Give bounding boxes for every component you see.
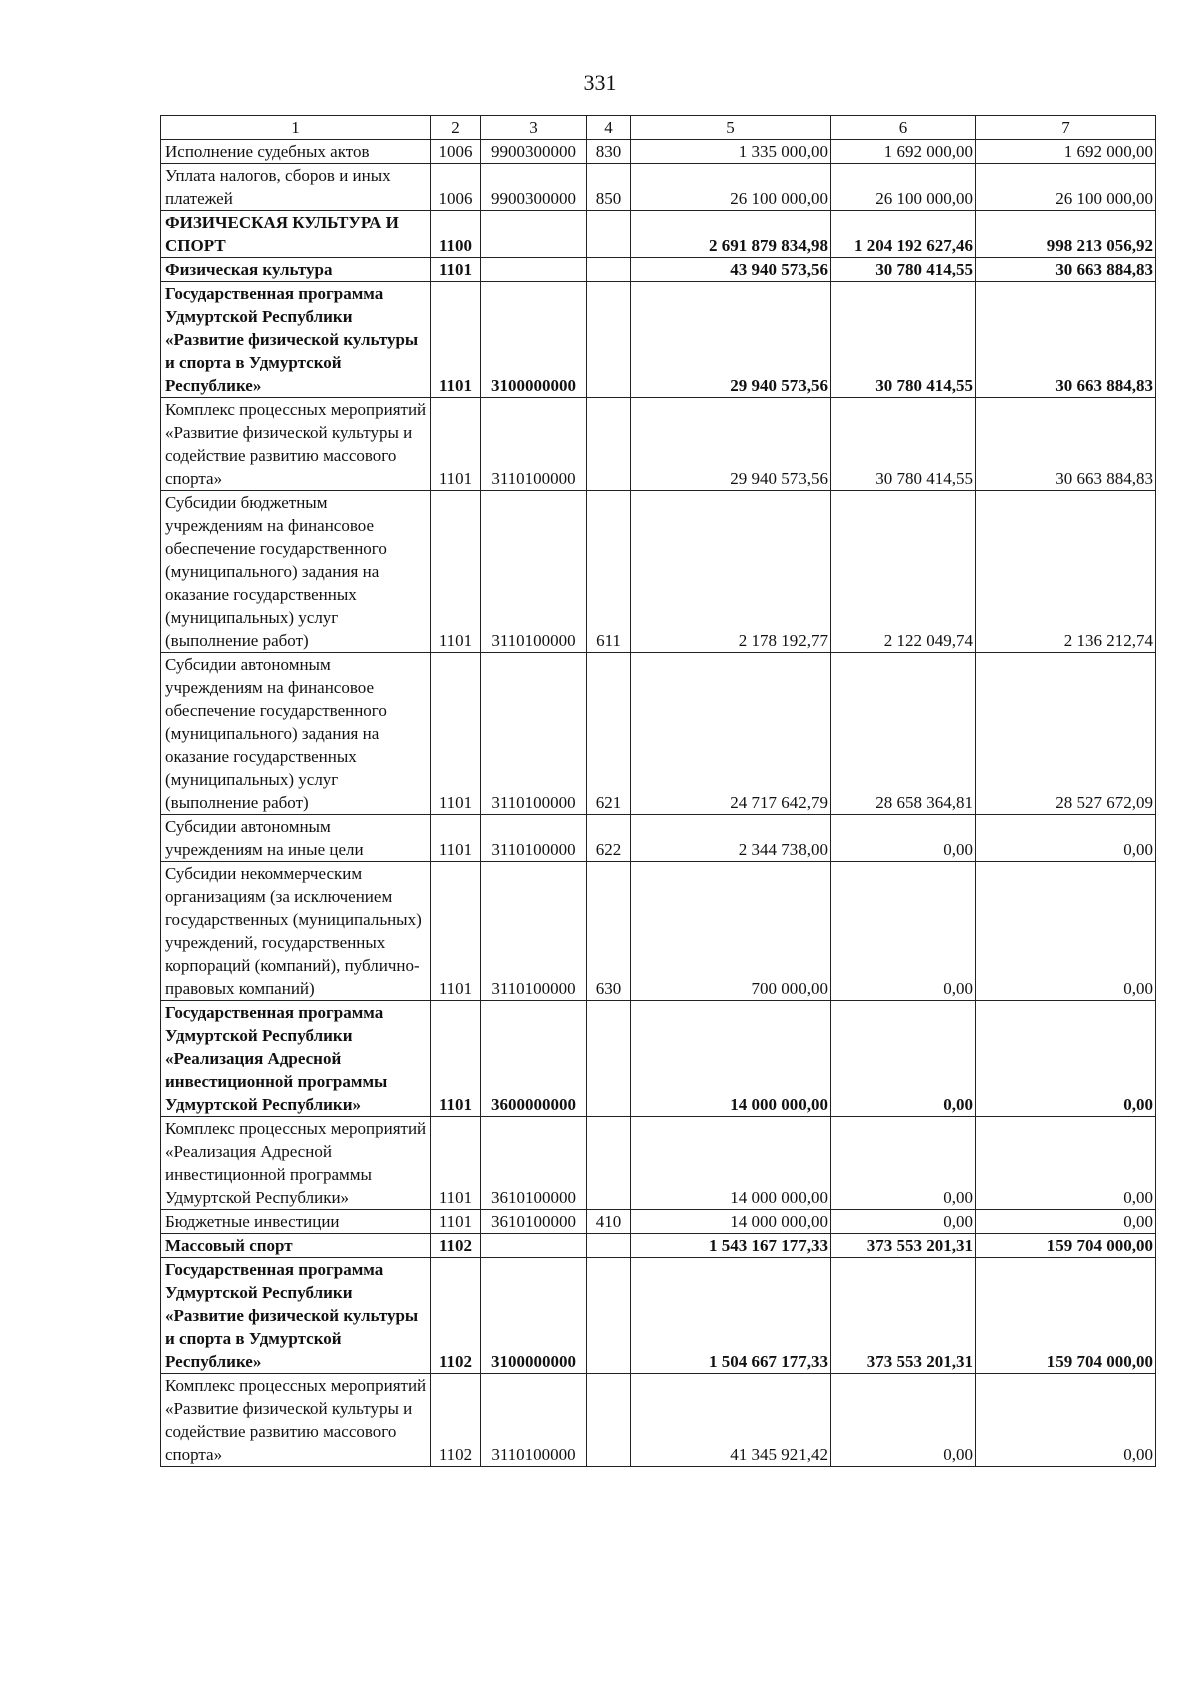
amount-year-3: 0,00 bbox=[976, 862, 1156, 1001]
section-code: 1101 bbox=[431, 491, 481, 653]
column-number: 6 bbox=[831, 116, 976, 140]
amount-year-2: 0,00 bbox=[831, 1117, 976, 1210]
expense-type-code bbox=[587, 282, 631, 398]
amount-year-3: 159 704 000,00 bbox=[976, 1234, 1156, 1258]
amount-year-3: 30 663 884,83 bbox=[976, 398, 1156, 491]
target-article-code bbox=[481, 211, 587, 258]
amount-year-3: 0,00 bbox=[976, 1001, 1156, 1117]
amount-year-2: 26 100 000,00 bbox=[831, 164, 976, 211]
amount-year-3: 28 527 672,09 bbox=[976, 653, 1156, 815]
amount-year-1: 41 345 921,42 bbox=[631, 1374, 831, 1467]
expense-type-code bbox=[587, 1374, 631, 1467]
item-name: Субсидии автономным учреждениям на финансовое обеспечение государственного (муниципального) задания на оказание государственных (муниципальных) услуг (выполнение работ) bbox=[161, 653, 431, 815]
amount-year-2: 28 658 364,81 bbox=[831, 653, 976, 815]
table-row bbox=[161, 862, 1156, 1001]
section-code: 1101 bbox=[431, 653, 481, 815]
expense-type-code bbox=[587, 1234, 631, 1258]
amount-year-1: 26 100 000,00 bbox=[631, 164, 831, 211]
table-row bbox=[161, 282, 1156, 398]
target-article-code: 3110100000 bbox=[481, 653, 587, 815]
amount-year-3: 30 663 884,83 bbox=[976, 282, 1156, 398]
amount-year-3: 30 663 884,83 bbox=[976, 258, 1156, 282]
expense-type-code: 611 bbox=[587, 491, 631, 653]
item-name: Государственная программа Удмуртской Республики «Развитие физической культуры и спорта в Удмуртской Республике» bbox=[161, 282, 431, 398]
table-row bbox=[161, 398, 1156, 491]
section-code: 1101 bbox=[431, 1117, 481, 1210]
target-article-code: 3100000000 bbox=[481, 1258, 587, 1374]
amount-year-2: 373 553 201,31 bbox=[831, 1234, 976, 1258]
page-number: 331 bbox=[583, 70, 617, 95]
amount-year-3: 0,00 bbox=[976, 815, 1156, 862]
amount-year-2: 1 692 000,00 bbox=[831, 140, 976, 164]
amount-year-1: 2 691 879 834,98 bbox=[631, 211, 831, 258]
section-code: 1102 bbox=[431, 1234, 481, 1258]
expense-type-code bbox=[587, 1001, 631, 1117]
target-article-code: 3110100000 bbox=[481, 815, 587, 862]
amount-year-3: 1 692 000,00 bbox=[976, 140, 1156, 164]
expense-type-code: 830 bbox=[587, 140, 631, 164]
table-row bbox=[161, 164, 1156, 211]
amount-year-1: 700 000,00 bbox=[631, 862, 831, 1001]
amount-year-3: 159 704 000,00 bbox=[976, 1258, 1156, 1374]
target-article-code: 9900300000 bbox=[481, 164, 587, 211]
amount-year-1: 29 940 573,56 bbox=[631, 282, 831, 398]
amount-year-3: 0,00 bbox=[976, 1117, 1156, 1210]
amount-year-2: 0,00 bbox=[831, 1210, 976, 1234]
column-number: 5 bbox=[631, 116, 831, 140]
item-name: Субсидии автономным учреждениям на иные цели bbox=[161, 815, 431, 862]
target-article-code: 3110100000 bbox=[481, 491, 587, 653]
amount-year-2: 0,00 bbox=[831, 862, 976, 1001]
target-article-code bbox=[481, 258, 587, 282]
target-article-code: 3610100000 bbox=[481, 1117, 587, 1210]
table-row bbox=[161, 1001, 1156, 1117]
amount-year-3: 998 213 056,92 bbox=[976, 211, 1156, 258]
item-name: Комплекс процессных мероприятий «Реализация Адресной инвестиционной программы Удмуртской Республики» bbox=[161, 1117, 431, 1210]
expense-type-code bbox=[587, 258, 631, 282]
table-body bbox=[161, 116, 1156, 1467]
amount-year-3: 26 100 000,00 bbox=[976, 164, 1156, 211]
section-code: 1101 bbox=[431, 282, 481, 398]
expense-type-code bbox=[587, 211, 631, 258]
item-name: Бюджетные инвестиции bbox=[161, 1210, 431, 1234]
section-code: 1102 bbox=[431, 1374, 481, 1467]
section-code: 1101 bbox=[431, 1210, 481, 1234]
item-name: Исполнение судебных актов bbox=[161, 140, 431, 164]
amount-year-2: 30 780 414,55 bbox=[831, 258, 976, 282]
section-code: 1006 bbox=[431, 140, 481, 164]
section-code: 1101 bbox=[431, 862, 481, 1001]
table-row bbox=[161, 491, 1156, 653]
amount-year-2: 0,00 bbox=[831, 1001, 976, 1117]
item-name: ФИЗИЧЕСКАЯ КУЛЬТУРА И СПОРТ bbox=[161, 211, 431, 258]
amount-year-2: 0,00 bbox=[831, 1374, 976, 1467]
table-row bbox=[161, 1234, 1156, 1258]
amount-year-1: 14 000 000,00 bbox=[631, 1117, 831, 1210]
section-code: 1101 bbox=[431, 815, 481, 862]
section-code: 1101 bbox=[431, 258, 481, 282]
amount-year-1: 1 335 000,00 bbox=[631, 140, 831, 164]
table-row bbox=[161, 815, 1156, 862]
amount-year-2: 1 204 192 627,46 bbox=[831, 211, 976, 258]
budget-table bbox=[160, 115, 1156, 1467]
table-row bbox=[161, 211, 1156, 258]
column-number-row bbox=[161, 116, 1156, 140]
expense-type-code: 850 bbox=[587, 164, 631, 211]
table-row bbox=[161, 258, 1156, 282]
table-row bbox=[161, 1117, 1156, 1210]
amount-year-3: 2 136 212,74 bbox=[976, 491, 1156, 653]
expense-type-code: 410 bbox=[587, 1210, 631, 1234]
amount-year-1: 1 543 167 177,33 bbox=[631, 1234, 831, 1258]
item-name: Государственная программа Удмуртской Республики «Реализация Адресной инвестиционной программы Удмуртской Республики» bbox=[161, 1001, 431, 1117]
target-article-code: 3610100000 bbox=[481, 1210, 587, 1234]
item-name: Комплекс процессных мероприятий «Развитие физической культуры и содействие развитию массового спорта» bbox=[161, 398, 431, 491]
section-code: 1006 bbox=[431, 164, 481, 211]
expense-type-code: 621 bbox=[587, 653, 631, 815]
amount-year-1: 1 504 667 177,33 bbox=[631, 1258, 831, 1374]
column-number: 4 bbox=[587, 116, 631, 140]
amount-year-1: 43 940 573,56 bbox=[631, 258, 831, 282]
section-code: 1100 bbox=[431, 211, 481, 258]
target-article-code: 3100000000 bbox=[481, 282, 587, 398]
expense-type-code: 630 bbox=[587, 862, 631, 1001]
item-name: Субсидии некоммерческим организациям (за исключением государственных (муниципальных) учреждений, государственных корпораций (компаний), публично-правовых компаний) bbox=[161, 862, 431, 1001]
amount-year-2: 2 122 049,74 bbox=[831, 491, 976, 653]
amount-year-1: 2 344 738,00 bbox=[631, 815, 831, 862]
table-row bbox=[161, 140, 1156, 164]
amount-year-1: 2 178 192,77 bbox=[631, 491, 831, 653]
table-row bbox=[161, 1258, 1156, 1374]
target-article-code bbox=[481, 1234, 587, 1258]
expense-type-code: 622 bbox=[587, 815, 631, 862]
item-name: Уплата налогов, сборов и иных платежей bbox=[161, 164, 431, 211]
item-name: Массовый спорт bbox=[161, 1234, 431, 1258]
item-name: Государственная программа Удмуртской Республики «Развитие физической культуры и спорта в Удмуртской Республике» bbox=[161, 1258, 431, 1374]
table-row bbox=[161, 653, 1156, 815]
item-name: Физическая культура bbox=[161, 258, 431, 282]
amount-year-1: 29 940 573,56 bbox=[631, 398, 831, 491]
table-row bbox=[161, 1210, 1156, 1234]
item-name: Комплекс процессных мероприятий «Развитие физической культуры и содействие развитию массового спорта» bbox=[161, 1374, 431, 1467]
section-code: 1101 bbox=[431, 1001, 481, 1117]
column-number: 3 bbox=[481, 116, 587, 140]
target-article-code: 3110100000 bbox=[481, 398, 587, 491]
section-code: 1101 bbox=[431, 398, 481, 491]
expense-type-code bbox=[587, 1117, 631, 1210]
expense-type-code bbox=[587, 1258, 631, 1374]
amount-year-2: 30 780 414,55 bbox=[831, 398, 976, 491]
target-article-code: 9900300000 bbox=[481, 140, 587, 164]
amount-year-2: 30 780 414,55 bbox=[831, 282, 976, 398]
column-number: 7 bbox=[976, 116, 1156, 140]
section-code: 1102 bbox=[431, 1258, 481, 1374]
target-article-code: 3600000000 bbox=[481, 1001, 587, 1117]
item-name: Субсидии бюджетным учреждениям на финансовое обеспечение государственного (муниципального) задания на оказание государственных (муниципальных) услуг (выполнение работ) bbox=[161, 491, 431, 653]
amount-year-1: 14 000 000,00 bbox=[631, 1001, 831, 1117]
amount-year-3: 0,00 bbox=[976, 1374, 1156, 1467]
table-row bbox=[161, 1374, 1156, 1467]
amount-year-1: 24 717 642,79 bbox=[631, 653, 831, 815]
amount-year-3: 0,00 bbox=[976, 1210, 1156, 1234]
target-article-code: 3110100000 bbox=[481, 1374, 587, 1467]
amount-year-2: 0,00 bbox=[831, 815, 976, 862]
target-article-code: 3110100000 bbox=[481, 862, 587, 1001]
column-number: 1 bbox=[161, 116, 431, 140]
amount-year-1: 14 000 000,00 bbox=[631, 1210, 831, 1234]
column-number: 2 bbox=[431, 116, 481, 140]
amount-year-2: 373 553 201,31 bbox=[831, 1258, 976, 1374]
expense-type-code bbox=[587, 398, 631, 491]
